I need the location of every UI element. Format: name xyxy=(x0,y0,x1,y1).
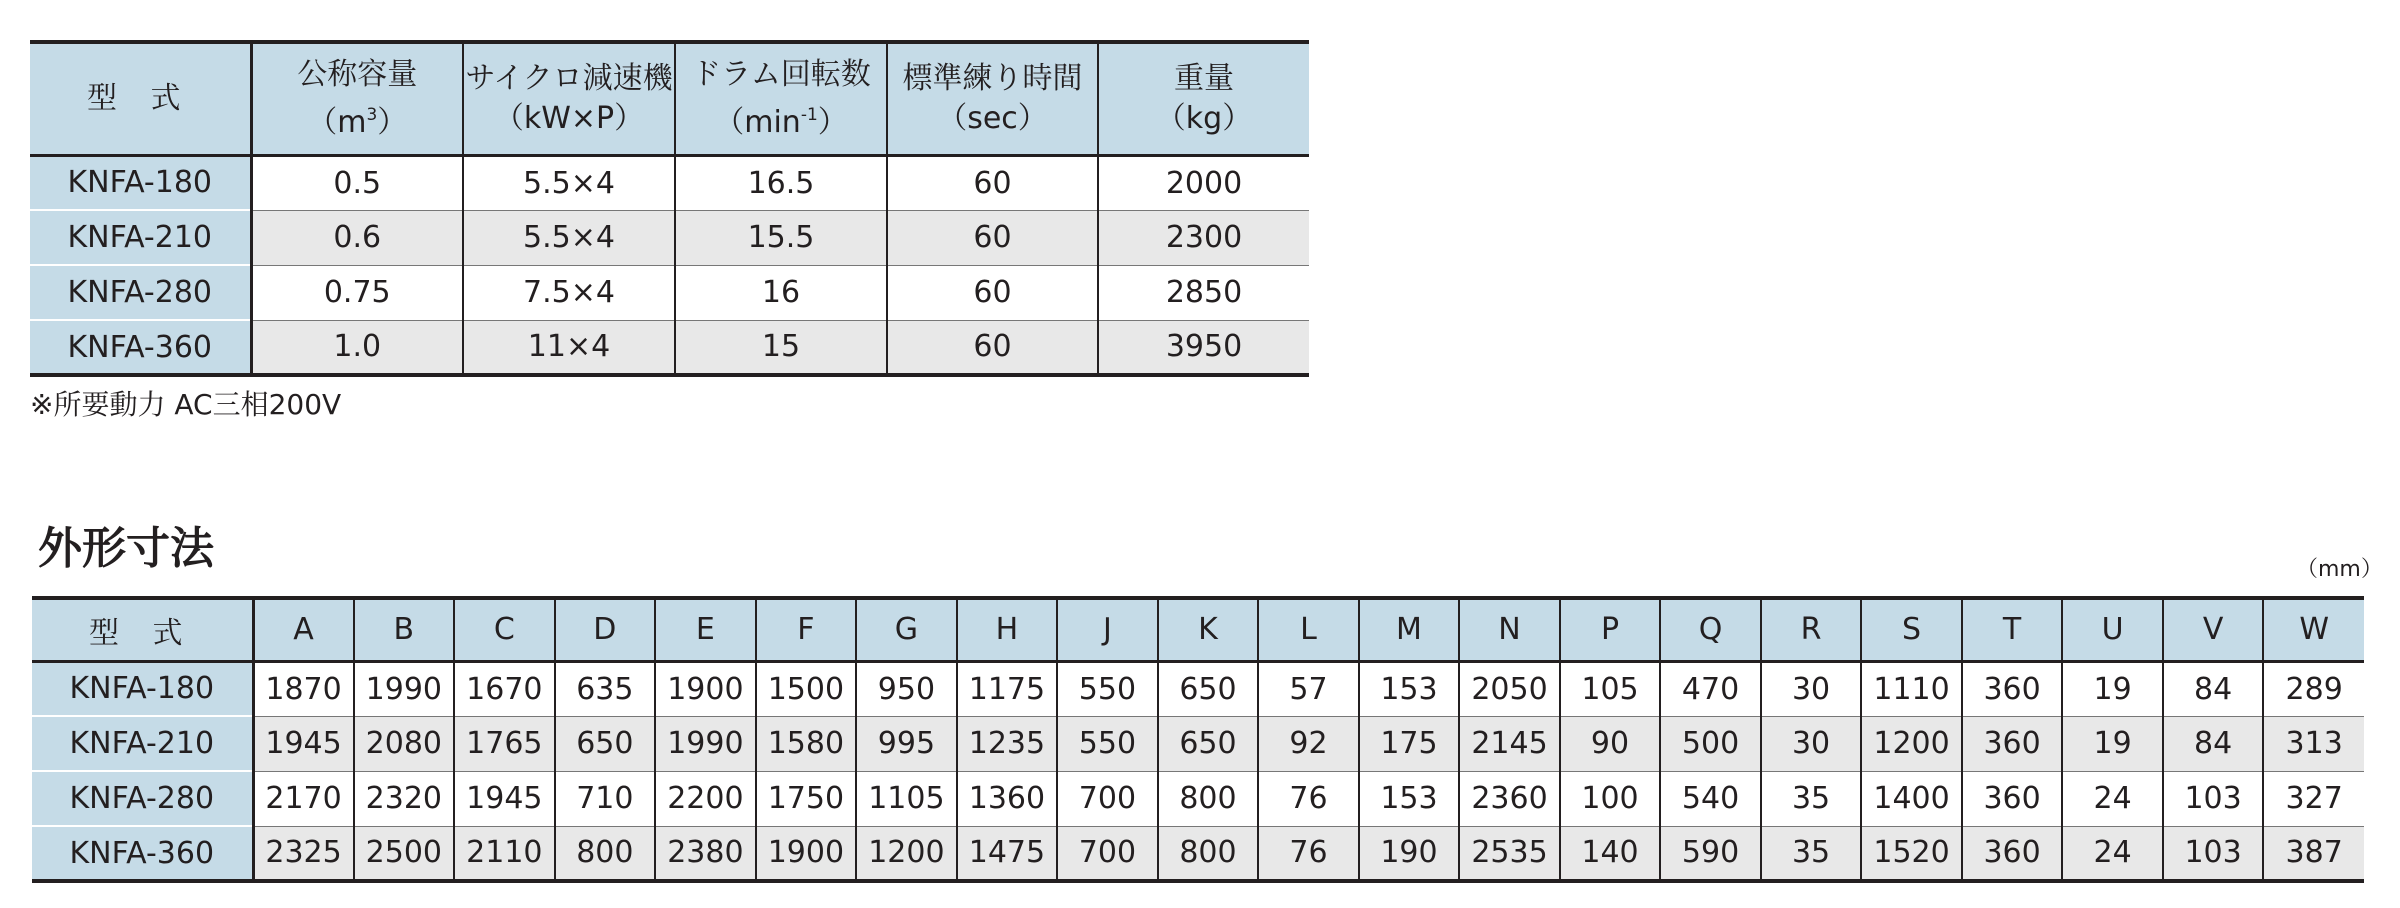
spec-cell: 15.5 xyxy=(675,210,887,265)
dimension-cell: 1475 xyxy=(957,826,1058,881)
dimension-cell: 1580 xyxy=(756,716,857,771)
dimensions-header-a: A xyxy=(253,598,354,661)
model-cell: KNFA-360 xyxy=(32,826,253,881)
spec-cell: 5.5×4 xyxy=(463,210,675,265)
spec-cell: 1.0 xyxy=(251,320,463,375)
spec-row xyxy=(30,155,1309,210)
dimension-cell: 650 xyxy=(1158,661,1259,716)
dimensions-header-l: L xyxy=(1258,598,1359,661)
dimension-cell: 360 xyxy=(1962,661,2063,716)
dimension-cell: 175 xyxy=(1359,716,1460,771)
model-cell: KNFA-280 xyxy=(32,771,253,826)
dimension-cell: 540 xyxy=(1660,771,1761,826)
dimension-cell: 19 xyxy=(2062,716,2163,771)
dimension-cell: 30 xyxy=(1761,716,1862,771)
dimension-cell: 153 xyxy=(1359,771,1460,826)
dimensions-header-s: S xyxy=(1861,598,1962,661)
dimensions-header-r: R xyxy=(1761,598,1862,661)
dimension-cell: 387 xyxy=(2263,826,2364,881)
dimensions-header-d: D xyxy=(555,598,656,661)
spec-header-drum-speed: ドラム回転数 $(\min^{-1})$ xyxy=(675,42,887,155)
dimensions-header-g: G xyxy=(856,598,957,661)
dimension-cell: 2500 xyxy=(354,826,455,881)
dimension-cell: 2050 xyxy=(1459,661,1560,716)
dimension-cell: 700 xyxy=(1057,826,1158,881)
dimensions-header-e: E xyxy=(655,598,756,661)
dimension-cell: 650 xyxy=(1158,716,1259,771)
dimension-cell: 1500 xyxy=(756,661,857,716)
dimension-cell: 1110 xyxy=(1861,661,1962,716)
dimension-cell: 1765 xyxy=(454,716,555,771)
dimension-cell: 590 xyxy=(1660,826,1761,881)
dimension-cell: 153 xyxy=(1359,661,1460,716)
dimension-cell: 550 xyxy=(1057,661,1158,716)
dimension-cell: 2325 xyxy=(253,826,354,881)
dimension-cell: 710 xyxy=(555,771,656,826)
spec-row xyxy=(30,320,1309,375)
dimensions-row xyxy=(32,661,2364,716)
dimension-cell: 2320 xyxy=(354,771,455,826)
dimension-cell: 105 xyxy=(1560,661,1661,716)
model-cell: KNFA-210 xyxy=(30,210,251,265)
dimension-cell: 550 xyxy=(1057,716,1158,771)
dimension-cell: 35 xyxy=(1761,771,1862,826)
dimension-cell: 2170 xyxy=(253,771,354,826)
dimension-cell: 327 xyxy=(2263,771,2364,826)
dimensions-header-f: F xyxy=(756,598,857,661)
dimension-cell: 1945 xyxy=(454,771,555,826)
spec-header-model: 型 式 xyxy=(30,42,251,155)
spec-cell: 2850 xyxy=(1098,265,1309,320)
dimension-cell: 1870 xyxy=(253,661,354,716)
dimension-cell: 360 xyxy=(1962,716,2063,771)
dimension-cell: 2200 xyxy=(655,771,756,826)
dimension-cell: 76 xyxy=(1258,771,1359,826)
dimensions-header-w: W xyxy=(2263,598,2364,661)
spec-cell: 60 xyxy=(887,320,1098,375)
dimension-cell: 950 xyxy=(856,661,957,716)
dimension-cell: 76 xyxy=(1258,826,1359,881)
dimensions-header-k: K xyxy=(1158,598,1259,661)
dimension-cell: 2110 xyxy=(454,826,555,881)
dimension-cell: 360 xyxy=(1962,826,2063,881)
spec-cell: 15 xyxy=(675,320,887,375)
dimension-cell: 1990 xyxy=(655,716,756,771)
dimension-cell: 700 xyxy=(1057,771,1158,826)
dimension-cell: 1200 xyxy=(1861,716,1962,771)
dimension-cell: 1105 xyxy=(856,771,957,826)
spec-cell: 3950 xyxy=(1098,320,1309,375)
dimension-cell: 1200 xyxy=(856,826,957,881)
model-cell: KNFA-180 xyxy=(30,155,251,210)
dimension-cell: 1360 xyxy=(957,771,1058,826)
dimension-cell: 24 xyxy=(2062,771,2163,826)
dimension-cell: 2145 xyxy=(1459,716,1560,771)
dimension-cell: 1750 xyxy=(756,771,857,826)
spec-header-row xyxy=(30,42,1309,155)
dimension-cell: 360 xyxy=(1962,771,2063,826)
dimensions-row xyxy=(32,771,2364,826)
dimension-cell: 2360 xyxy=(1459,771,1560,826)
dimensions-header-v: V xyxy=(2163,598,2264,661)
dimension-cell: 800 xyxy=(555,826,656,881)
dimension-cell: 1990 xyxy=(354,661,455,716)
model-cell: KNFA-180 xyxy=(32,661,253,716)
dimensions-header-n: N xyxy=(1459,598,1560,661)
dimension-cell: 84 xyxy=(2163,661,2264,716)
dimension-cell: 1520 xyxy=(1861,826,1962,881)
dimension-cell: 30 xyxy=(1761,661,1862,716)
dimension-cell: 92 xyxy=(1258,716,1359,771)
dimension-cell: 1400 xyxy=(1861,771,1962,826)
dimension-cell: 1670 xyxy=(454,661,555,716)
dimension-cell: 500 xyxy=(1660,716,1761,771)
dimensions-row xyxy=(32,826,2364,881)
model-cell: KNFA-280 xyxy=(30,265,251,320)
dimensions-header-c: C xyxy=(454,598,555,661)
dimension-cell: 650 xyxy=(555,716,656,771)
spec-cell: 60 xyxy=(887,265,1098,320)
dimensions-unit: （mm） xyxy=(2296,557,2383,582)
dimension-cell: 100 xyxy=(1560,771,1661,826)
spec-header-capacity: 公称容量 $(m^3)$ xyxy=(251,42,463,155)
spec-header-reducer: サイクロ減速機 （kW×P） xyxy=(463,42,675,155)
dimensions-header-h: H xyxy=(957,598,1058,661)
dimension-cell: 2535 xyxy=(1459,826,1560,881)
dimension-cell: 1175 xyxy=(957,661,1058,716)
dimension-cell: 2380 xyxy=(655,826,756,881)
spec-cell: 0.5 xyxy=(251,155,463,210)
spec-cell: 11×4 xyxy=(463,320,675,375)
dimension-cell: 90 xyxy=(1560,716,1661,771)
dimension-cell: 19 xyxy=(2062,661,2163,716)
dimension-cell: 1900 xyxy=(756,826,857,881)
dimension-cell: 2080 xyxy=(354,716,455,771)
power-note: ※所要動力 AC三相200V xyxy=(30,388,342,421)
spec-header-mix-time: 標準練り時間 （sec） xyxy=(887,42,1098,155)
spec-table xyxy=(30,40,1309,377)
dimensions-header-p: P xyxy=(1560,598,1661,661)
spec-cell: 60 xyxy=(887,155,1098,210)
dimension-cell: 103 xyxy=(2163,771,2264,826)
dimension-cell: 1235 xyxy=(957,716,1058,771)
dimension-cell: 800 xyxy=(1158,771,1259,826)
spec-cell: 16.5 xyxy=(675,155,887,210)
spec-header-weight: 重量 （kg） xyxy=(1098,42,1309,155)
spec-cell: 2000 xyxy=(1098,155,1309,210)
dimension-cell: 24 xyxy=(2062,826,2163,881)
dimensions-title: 外形寸法 xyxy=(38,523,214,574)
dimension-cell: 313 xyxy=(2263,716,2364,771)
dimension-cell: 35 xyxy=(1761,826,1862,881)
dimensions-header-model: 型 式 xyxy=(32,598,253,661)
dimensions-header-row xyxy=(32,598,2364,661)
spec-cell: 0.6 xyxy=(251,210,463,265)
model-cell: KNFA-360 xyxy=(30,320,251,375)
dimensions-header-m: M xyxy=(1359,598,1460,661)
spec-row xyxy=(30,210,1309,265)
dimension-cell: 1945 xyxy=(253,716,354,771)
dimensions-header-q: Q xyxy=(1660,598,1761,661)
spec-cell: 5.5×4 xyxy=(463,155,675,210)
spec-row xyxy=(30,265,1309,320)
dimension-cell: 800 xyxy=(1158,826,1259,881)
dimensions-header-b: B xyxy=(354,598,455,661)
spec-cell: 0.75 xyxy=(251,265,463,320)
spec-cell: 2300 xyxy=(1098,210,1309,265)
spec-table-body xyxy=(30,155,1309,375)
dimension-cell: 1900 xyxy=(655,661,756,716)
spec-cell: 16 xyxy=(675,265,887,320)
dimensions-header-j: J xyxy=(1057,598,1158,661)
dimension-cell: 103 xyxy=(2163,826,2264,881)
dimension-cell: 57 xyxy=(1258,661,1359,716)
model-cell: KNFA-210 xyxy=(32,716,253,771)
dimensions-row xyxy=(32,716,2364,771)
dimension-cell: 470 xyxy=(1660,661,1761,716)
dimensions-table-body xyxy=(32,661,2364,881)
dimensions-table xyxy=(32,596,2364,883)
dimensions-header-u: U xyxy=(2062,598,2163,661)
dimension-cell: 289 xyxy=(2263,661,2364,716)
dimensions-header-t: T xyxy=(1962,598,2063,661)
dimension-cell: 84 xyxy=(2163,716,2264,771)
dimension-cell: 190 xyxy=(1359,826,1460,881)
dimension-cell: 995 xyxy=(856,716,957,771)
spec-cell: 60 xyxy=(887,210,1098,265)
spec-cell: 7.5×4 xyxy=(463,265,675,320)
dimension-cell: 635 xyxy=(555,661,656,716)
dimension-cell: 140 xyxy=(1560,826,1661,881)
